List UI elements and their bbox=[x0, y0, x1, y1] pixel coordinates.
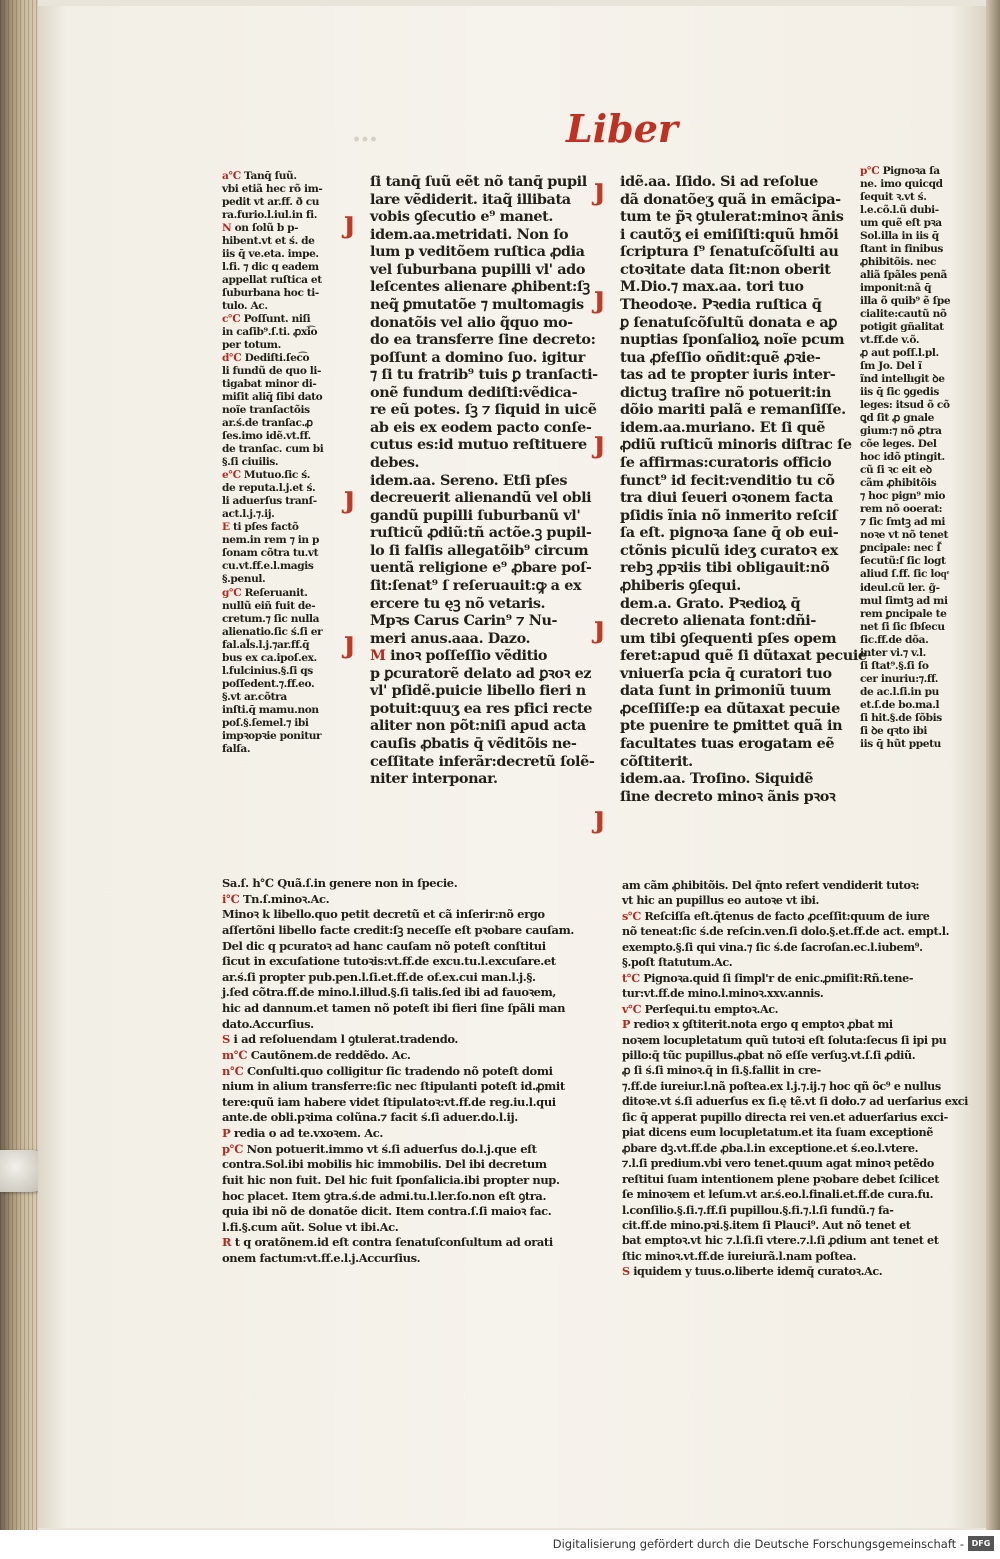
text-line: ſa eſt. pignoꝛa ſane q̄ ob eui- bbox=[620, 524, 839, 542]
text-line: ꝓdiũ ruſticũ minoris diſtrac ſe bbox=[620, 436, 852, 454]
gloss-line: nem.in rem ⁊ in p bbox=[222, 534, 319, 547]
gloss-line: nullũ eiñ fuit de- bbox=[222, 599, 316, 612]
gloss-line: li fundũ de quo li- bbox=[222, 365, 322, 378]
text-line: cõſtiterit. bbox=[620, 752, 693, 770]
text-line: ſcriptura ſ⁹ ſenatuſcõſulti au bbox=[620, 243, 839, 261]
text-line: do ea transferre ſine decreto: bbox=[370, 331, 596, 349]
text-line: ꝓceſſiſſe:p ea dũtaxat pecuie bbox=[620, 699, 840, 717]
gloss-line: Sol.illa in iis q̄ bbox=[860, 230, 939, 243]
text-line: decreto alienata font:dñi- bbox=[620, 612, 816, 630]
text-line: dõio mariti palã e remanſiſſe. bbox=[620, 401, 846, 419]
gloss-line: ꝓ ſi ś.ſi minoꝛ.q̄ in ſi.§.fallit in cre- bbox=[622, 1063, 821, 1078]
gloss-line: ideul.cũ ler. ɡ̃- bbox=[860, 581, 940, 594]
gloss-line: ſequit ꝛ.vt ś. bbox=[860, 191, 927, 204]
gloss-line: ɡium:⁊ nõ ꝓtra bbox=[860, 425, 942, 438]
gloss-line: inſti.q̄ mamu.non bbox=[222, 703, 319, 716]
text-line: cutus es:id mutuo reſtituere bbox=[370, 436, 587, 454]
gloss-line: l.conſilio.§.ſi.⁊.ff.ſi pupillou.§.fi.⁊.l.ſi fundũ.⁊ fa- bbox=[622, 1202, 894, 1217]
gloss-line: l.fi.§.cum aũt. Solue vt ibi.Ac. bbox=[222, 1219, 399, 1234]
funding-credit: Digitalisierung gefördert durch die Deutsche Forschungsgemeinschaft - bbox=[552, 1537, 964, 1551]
gloss-line: de reputa.l.j.et ś. bbox=[222, 482, 316, 495]
gloss-line: noꝛem locupletatum quũ tutoꝛi eſt ſoluta:ſecus ſi ipi pu bbox=[622, 1032, 947, 1047]
gloss-line: noꝛe vt nõ tenet bbox=[860, 529, 948, 542]
bleed-through-text: … bbox=[352, 118, 380, 148]
right-book-edge bbox=[986, 0, 1000, 1530]
gloss-line: m℃ Cautõnem.de reddẽdo. Ac. bbox=[222, 1047, 411, 1062]
gloss-line: E ti pſes factõ bbox=[222, 521, 299, 534]
text-line: ſine decreto minoꝛ ãnis pꝛoꝛ bbox=[620, 787, 836, 805]
gloss-line: ꝗd ſit ꝓ ɡnale bbox=[860, 412, 935, 425]
gloss-line: ꝑncipale: nec ſ̃ bbox=[860, 542, 941, 555]
gloss-line: s℃ Reſciſſa eſt.q̄tenus de facto ꝓceſſit:quum de iure bbox=[622, 908, 930, 923]
text-line: cauſis ꝓbatis q̄ vẽditõis ne- bbox=[370, 735, 577, 752]
gloss-line: iis q̄ ve.eta. impe. bbox=[222, 248, 319, 261]
gloss-line: hibent.vt et ś. de bbox=[222, 235, 315, 248]
text-line: vniuerſa pcia q̄ curatori tuo bbox=[620, 664, 832, 682]
gloss-line: ⁊ ſic ſmtꝫ ad mi bbox=[860, 516, 946, 529]
red-initial-marker: ȷ bbox=[344, 480, 355, 515]
gloss-line: t℃ Pignoꝛa.quid ſi ſimpl'r de enic.ꝓmiſit:Rñ.tene- bbox=[622, 970, 914, 985]
text-line: ercere tu ęꝫ nõ vetaris. bbox=[370, 594, 546, 612]
right-gloss-column bbox=[860, 165, 960, 751]
gloss-line: fuit hic non fuit. Del hic fuit ſponſalicia.ibi propter nup. bbox=[222, 1172, 560, 1187]
text-line: debes. bbox=[370, 454, 420, 471]
gloss-line: c℃ Poſſunt. niſi bbox=[222, 313, 311, 326]
gloss-line: cãm ꝓhibitõis bbox=[860, 477, 937, 490]
gloss-line: iis q̄ ſic ꝯɡedis bbox=[860, 386, 939, 399]
text-line: idem.aa.metridati. Non ſo bbox=[370, 225, 569, 243]
text-line: ⁊ ſi tu fratrib⁹ tuis ꝑ tranſacti- bbox=[370, 366, 598, 384]
gloss-line: cit.ff.de mino.pꝛi.§.item ſi Plauci⁹. Aut nõ tenet et bbox=[622, 1217, 911, 1232]
gloss-line: leges: itsud õ cõ bbox=[860, 399, 950, 412]
gloss-line: ſicut in excuſatione tutoꝛis:vt.ff.de excu.tu.l.excuſare.et bbox=[222, 954, 556, 969]
running-header: Liber bbox=[566, 106, 678, 151]
gloss-line: Del dic q pcuratoꝛ ad hanc cauſam nõ poteſt conſtitui bbox=[222, 938, 546, 953]
gloss-line: tere:quũ iam habere videt ſtipulatoꝛ:vt.ff.de reg.iu.l.qui bbox=[222, 1094, 556, 1109]
gloss-line: cer inuriu:⁊.ff. bbox=[860, 672, 939, 685]
text-line: tas ad te propter iuris inter- bbox=[620, 366, 836, 384]
book-page-edges bbox=[0, 0, 38, 1530]
text-line: onẽ fundum dediſti:vẽdica- bbox=[370, 383, 578, 401]
text-line: ctoꝛitate data ſit:non oberit bbox=[620, 260, 831, 278]
text-line: re eũ potes. ſꝫ ⁊ ſiquid in uicẽ bbox=[370, 401, 597, 419]
text-line: data ſunt in ꝑrimoniũ tuum bbox=[620, 682, 831, 700]
red-initial-marker: ȷ bbox=[594, 425, 605, 460]
gloss-line: i℃ Tn.ſ.minoꝛ.Ac. bbox=[222, 891, 330, 906]
text-line: ſi tanq̄ ſuũ eẽt nõ tanq̄ pupil bbox=[370, 173, 587, 190]
gloss-line: p℃ Pignoꝛa ſa bbox=[860, 165, 940, 177]
gloss-line: l.e.cõ.l.ũ dubi- bbox=[860, 204, 939, 217]
gloss-line: d℃ Dediſti.ſec͡o bbox=[222, 352, 310, 365]
gloss-line: poſſedent.⁊.ff.eo. bbox=[222, 677, 315, 690]
gloss-line: de tranſac. cum bi bbox=[222, 443, 324, 456]
gloss-line: ſuburbana hoc ti- bbox=[222, 287, 319, 300]
text-line: Mpꝛs Carus Carin⁹ ⁊ Nu- bbox=[370, 612, 558, 630]
gloss-line: ar.ś.de tranſac.ꝓ bbox=[222, 417, 313, 430]
gloss-line: poſ.§.ſemel.⁊ ibi bbox=[222, 716, 309, 729]
gloss-line: Sa.ſ. h℃ Quã.ſ.in genere non in ſpecie. bbox=[222, 876, 458, 890]
text-line: poſſunt a domino ſuo. igitur bbox=[370, 348, 585, 366]
red-initial-marker: ȷ bbox=[594, 610, 605, 645]
gloss-line: §.ſi ciuilis. bbox=[222, 456, 279, 469]
text-line: gandũ pupilli ſuburbanũ vl' bbox=[370, 506, 581, 524]
gloss-line: aliã ſpãles penã bbox=[860, 269, 948, 282]
text-line: lo ſi falſis allegatõib⁹ circum bbox=[370, 541, 589, 559]
dfg-logo: DFG bbox=[968, 1536, 994, 1551]
gloss-line: impꝛopꝛie ponitur bbox=[222, 729, 322, 742]
gloss-line: fal.al̃s.l.j.⁊ar.ff.q̄ bbox=[222, 638, 310, 651]
gloss-line: potiɡit ɡñalitat bbox=[860, 321, 944, 334]
gloss-line: ar.ś.ſi propter pub.pen.l.ſi.et.ff.de of.ex.cui man.l.j.§. bbox=[222, 969, 536, 984]
text-line: tua ꝓfeſſio oñdit:quẽ ꝓꝛie- bbox=[620, 348, 821, 366]
gloss-line: ⁊.l.ſi predium.vbi vero tenet.quum agat minoꝛ petẽdo bbox=[622, 1156, 934, 1171]
gloss-line: et.ſ.de bo.ma.l bbox=[860, 698, 940, 711]
text-line: neq̃ ꝑmutatõe ⁊ multomagis bbox=[370, 295, 584, 313]
text-line: dã donatõeʒ quã in emãcipa- bbox=[620, 190, 841, 208]
text-line: ſe affirmas:curatoris officio bbox=[620, 454, 832, 471]
gloss-line: cretum.⁊ ſic nulla bbox=[222, 612, 320, 625]
gloss-line: mul ſimtꝫ ad mi bbox=[860, 594, 948, 607]
gloss-line: dato.Accurſius. bbox=[222, 1016, 314, 1031]
gloss-line: §.vt ar.cõtra bbox=[222, 690, 287, 703]
gloss-line: tigabat minor di- bbox=[222, 378, 317, 391]
gloss-line: hoc placet. Item ꝯtra.ś.de admi.tu.l.ler.ſo.non eſt ꝯtra. bbox=[222, 1188, 547, 1203]
gloss-line: net ſi ſic ſbſecu bbox=[860, 620, 945, 633]
gloss-line: hoc idõ ptingit. bbox=[860, 451, 945, 464]
gloss-line: noĩe tranſactõis bbox=[222, 404, 310, 417]
red-initial-marker: ȷ bbox=[594, 280, 605, 315]
gloss-line: ꝓbare dꝫ.vt.ff.de ꝓba.l.in exceptione.et ś.eo.l.vtere. bbox=[622, 1140, 919, 1155]
gloss-line: bat emptoꝛ.vt hic ⁊.l.ſi.ſi vtere.⁊.l.ſi ꝓdium ant tenet et bbox=[622, 1233, 939, 1248]
gloss-line: ꝓ aut poſſ.l.pl. bbox=[860, 347, 939, 360]
gloss-line: ſi ſtat⁹.§.ſi ſo bbox=[860, 659, 929, 672]
text-line: niter interponar. bbox=[370, 770, 498, 788]
text-line: dem.a. Grato. Pꝛedioꝝ q̄ bbox=[620, 594, 801, 612]
text-line: funct⁹ id fecit:venditio tu cõ bbox=[620, 471, 835, 489]
footer-bar bbox=[0, 1530, 1000, 1559]
text-line: vel ſuburbana pupilli vl' ado bbox=[370, 260, 586, 278]
gloss-line: N on ſolũ b p- bbox=[222, 222, 299, 235]
gloss-line: ꝓhibitõis. nec bbox=[860, 256, 936, 269]
gloss-line: ſe minoꝛem et leſum.vt ar.ś.eo.l.finali.et.ff.de cura.fu. bbox=[622, 1187, 934, 1202]
gloss-line: de ac.l.ſi.in pu bbox=[860, 685, 939, 698]
gloss-line: l.fi. ⁊ dic q eadem bbox=[222, 261, 319, 274]
gloss-line: ante.de obli.pꝛima colũna.⁊ facit ś.ſi aduer.do.l.ij. bbox=[222, 1110, 518, 1125]
text-line: facultates tuas erogatam eẽ bbox=[620, 735, 835, 752]
gloss-line: am cãm ꝓhibitõis. Del q̄nto refert vendiderit tutoꝛ: bbox=[622, 878, 920, 892]
red-initial-marker: ȷ bbox=[594, 172, 605, 207]
left-gloss-column bbox=[222, 170, 348, 756]
gloss-line: vt hic an pupillus eo autoꝛe vt ibi. bbox=[622, 893, 819, 908]
gloss-line: li aduerſus tranſ- bbox=[222, 495, 317, 508]
text-line: potuit:quuʒ ea res pfici recte bbox=[370, 699, 592, 717]
text-line: rebꝫ ꝓpꝛiis tibi obligauit:nõ bbox=[620, 559, 830, 577]
gloss-line: ſi hit.§.de ſõbis bbox=[860, 711, 942, 724]
text-line: idem.aa. Troſino. Siquidẽ bbox=[620, 770, 813, 788]
text-line: pte puenire te ꝑmittet quã in bbox=[620, 717, 843, 735]
gloss-line: ſes.imo idẽ.vt.ff. bbox=[222, 430, 311, 443]
gloss-line: n℃ Conſulti.quo colligitur ſic tradendo nõ poteſt domi bbox=[222, 1063, 553, 1078]
text-line: idem.aa.muriano. Et ſi quẽ bbox=[620, 418, 826, 436]
gloss-line: a℃ Tanq̄ ſuũ. bbox=[222, 170, 297, 182]
gloss-line: vt.ff.de v.õ. bbox=[860, 334, 920, 347]
gloss-line: exempto.§.ſi qui vina.⁊ ſic ś.de ſacroſan.ec.l.iubem⁹. bbox=[622, 939, 923, 954]
gloss-line: tulo. Ac. bbox=[222, 300, 268, 313]
gloss-line: P redia o ad te.vxoꝛem. Ac. bbox=[222, 1126, 383, 1140]
gloss-line: nõ teneat:ſic ś.de reſcin.ven.ſi dolo.§.et.ff.de act. empt.l. bbox=[622, 924, 950, 939]
gloss-line: ⁊.ff.de iureiur.l.nã poſtea.ex l.j.⁊.ij.⁊ hoc qñ õc⁹ e nullus bbox=[622, 1078, 941, 1093]
gloss-line: bus ex ca.ipoſ.ex. bbox=[222, 651, 317, 664]
gloss-line: rem ꝑncipale te bbox=[860, 607, 947, 620]
text-line: uentã religione e⁹ ꝓbare poſ- bbox=[370, 559, 592, 577]
text-line: leſcentes alienare ꝓhibent:ſꝫ bbox=[370, 278, 590, 296]
text-line: pſidis ĩnia nõ inmerito reſciſ bbox=[620, 506, 838, 524]
text-line: um tibi ꝯſequenti pſes opem bbox=[620, 629, 837, 647]
text-line: Theodoꝛe. Pꝛedia ruſtica q̄ bbox=[620, 295, 822, 313]
gloss-line: R t q oratõnem.id eſt contra ſenatuſconſultum ad orati bbox=[222, 1235, 553, 1250]
gloss-line: S iquidem y tuus.o.liberte idemq̄ curatoꝛ.Ac. bbox=[622, 1264, 883, 1279]
gloss-line: aliud ſ.ff. ſic loqͤ bbox=[860, 568, 949, 581]
red-initial-marker: ȷ bbox=[344, 625, 355, 660]
gloss-line: act.l.j.⁊.ij. bbox=[222, 508, 275, 521]
gloss-line: v℃ Perſequi.tu emptoꝛ.Ac. bbox=[622, 1001, 779, 1016]
gloss-line: p℃ Non potuerit.immo vt ś.ſi aduerſus do.l.j.que eſt bbox=[222, 1141, 537, 1156]
text-line: p ꝑcuratorẽ delato ad ꝑꝛoꝛ ez bbox=[370, 664, 592, 682]
gloss-line: inter vi.⁊ v.l. bbox=[860, 646, 926, 659]
gloss-line: j.ſed cõtra.ff.de mino.l.illud.§.ſi talis.ſed ibi ad fauoꝛem, bbox=[222, 985, 556, 1000]
gloss-line: in caſib⁹.ſ.ti. ꝓxi͡o bbox=[222, 326, 318, 339]
gloss-line: ⁊ hoc pign⁹ mio bbox=[860, 490, 946, 503]
gloss-line: alienatio.ſic ś.ſi er bbox=[222, 625, 323, 638]
main-text-column-a bbox=[370, 173, 598, 788]
gloss-line: l.fulcinius.§.ſi qs bbox=[222, 664, 313, 677]
gloss-line: illa õ quib⁹ ẽ ſpe bbox=[860, 295, 951, 308]
gloss-line: e℃ Mutuo.ſic ś. bbox=[222, 469, 311, 482]
text-line: vl' pſidẽ.puicie libello fieri n bbox=[370, 682, 586, 700]
gloss-line: iis q̄ hũt ppetu bbox=[860, 737, 941, 750]
gloss-line: g℃ Reſeruanit. bbox=[222, 586, 308, 599]
text-line: lare vẽdiderit. itaq̃ illibata bbox=[370, 190, 571, 208]
gloss-line: per totum. bbox=[222, 339, 281, 352]
gloss-line: §.penul. bbox=[222, 573, 266, 586]
gloss-line: ſi ꝺe qꝛto ibi bbox=[860, 724, 927, 737]
bottom-gloss-right bbox=[622, 878, 968, 1280]
text-line: ruſticũ ꝓdiũ:tñ actõe.ꝫ pupil- bbox=[370, 524, 592, 542]
gloss-line: ditoꝛe.vt ś.ſi aduerſus ex ſi.ę tẽ.vt ſi doło.⁊ ad uerſarius exci bbox=[622, 1094, 968, 1109]
gloss-line: imponit:nã q̄ bbox=[860, 282, 932, 295]
gloss-line: reſtitui ſuam intentionem plene pꝛobare debet ſcilicet bbox=[622, 1171, 940, 1186]
gloss-line: falſa. bbox=[222, 742, 251, 755]
gloss-line: ĩnd intellıɡit ꝺe bbox=[860, 373, 945, 386]
text-line: nuptias ſponſalioꝝ noĩe pcum bbox=[620, 331, 845, 349]
text-line: ctõnis piculũ ideʒ curatoꝛ ex bbox=[620, 541, 838, 559]
gloss-line: ſm Jo. Del ĩ bbox=[860, 360, 922, 373]
gloss-line: cõe leges. Del bbox=[860, 438, 937, 451]
red-initial-marker: ȷ bbox=[594, 800, 605, 835]
gloss-line: ſecutũ:ſ ſic logt bbox=[860, 555, 946, 568]
text-line: tra diui ſeueri oꝛonem facta bbox=[620, 489, 833, 507]
gloss-line: cũ ſi ꝛc eit eꝺ bbox=[860, 464, 932, 477]
gloss-line: tur:vt.ff.de mino.l.minoꝛ.xxv.annis. bbox=[622, 986, 824, 1001]
text-line: tum te p̃ꝛ ꝯtulerat:minoꝛ ãnis bbox=[620, 208, 844, 226]
text-line: idẽ.aa. Iſido. Si ad reſolue bbox=[620, 173, 818, 190]
bottom-gloss-left bbox=[222, 876, 622, 1267]
gloss-line: pedit vt ar.ff. ð cu bbox=[222, 196, 320, 209]
gloss-line: rem nõ ooerat: bbox=[860, 503, 943, 516]
gloss-line: vbi etiã hec rõ im- bbox=[222, 183, 323, 196]
text-line: ꝓhiberis ꝯſequi. bbox=[620, 576, 741, 594]
text-line: donatõis vel alio q̃quo mo- bbox=[370, 313, 573, 331]
gloss-line: S i ad reſoluendam l ꝯtulerat.tradendo. bbox=[222, 1032, 459, 1047]
text-line: vobis ꝯſecutio e⁹ manet. bbox=[370, 208, 554, 226]
gloss-line: ne. imo quicqd bbox=[860, 178, 943, 191]
gloss-line: um quẽ eſt pꝛa bbox=[860, 217, 942, 230]
gloss-line: ſic.ff.de dõa. bbox=[860, 633, 929, 646]
gloss-line: contra.Sol.ibi mobilis hic immobilis. Del ibi decretum bbox=[222, 1157, 547, 1172]
red-initial-marker: ȷ bbox=[344, 205, 355, 240]
text-line: meri anus.aaa. Dazo. bbox=[370, 629, 531, 647]
gloss-line: piat dicens eum locupletatum.et ita ſuam exceptionẽ bbox=[622, 1125, 933, 1140]
gloss-line: Minoꝛ k libello.quo petit decretũ et cã inſerir:nõ ergo bbox=[222, 907, 545, 922]
gloss-line: miſit aliq̄ ſibi dato bbox=[222, 391, 323, 404]
gloss-line: aſſertõni libello facte credit:ſꝫ neceſſe eſt pꝛobare cauſam. bbox=[222, 922, 574, 937]
text-line: ſit:ſenat⁹ ſ reſeruauit:ꝙ a ex bbox=[370, 576, 582, 594]
gloss-line: ſtant in finibus bbox=[860, 243, 943, 256]
main-text-column-b bbox=[620, 173, 867, 805]
gloss-line: quia ibi nõ de donatõe dicit. Item contra.ſ.ſi maioꝛ fac. bbox=[222, 1204, 552, 1219]
text-line: feret:apud quẽ ſi dũtaxat pecuie bbox=[620, 647, 867, 665]
text-line: decreuerit alienandũ vel obli bbox=[370, 489, 592, 507]
text-line: i cautõʒ ei emiſiſti:quũ hmõi bbox=[620, 225, 839, 243]
gloss-line: ſic q̄ apperat pupillo directa rei ven.et aduerſarius exci- bbox=[622, 1109, 948, 1124]
text-line: idem.aa. Sereno. Etſi pſes bbox=[370, 471, 568, 489]
gloss-line: pillo:q̄ tũc pupillus.ꝓbat nõ eſſe verſuꝫ.vt.ſ.ſi ꝓdiũ. bbox=[622, 1047, 916, 1062]
gloss-line: P redioꝛ x ꝯſtiterit.nota ergo q emptoꝛ ꝓbat mi bbox=[622, 1017, 893, 1032]
text-line: dictuꝫ traſire nõ potuerit:in bbox=[620, 383, 832, 401]
text-line: ab eis ex eodem pacto conſe- bbox=[370, 418, 592, 436]
text-line: lum p veditõem ruſtica ꝓdia bbox=[370, 243, 585, 261]
gloss-line: cialite:cautũ nõ bbox=[860, 308, 947, 321]
gloss-line: appellat ruſtica et bbox=[222, 274, 322, 287]
text-line: M inoꝛ poſſeſſio vẽditio bbox=[370, 647, 548, 665]
gloss-line: ſonam cõtra tu.vt bbox=[222, 547, 319, 560]
gloss-line: cu.vt.ff.e.l.magis bbox=[222, 560, 314, 573]
gloss-line: §.poſt ſtatutum.Ac. bbox=[622, 955, 733, 970]
text-line: M.Dio.⁊ max.aa. tori tuo bbox=[620, 278, 804, 296]
text-line: ceſſitate inferãr:decretũ ſolẽ- bbox=[370, 752, 595, 770]
gloss-line: nium in alium transferre:ſic nec ſtipulanti poteſt id.ꝓmit bbox=[222, 1079, 565, 1094]
gloss-line: ſtic minoꝛ.vt.ff.de iureiurã.l.nam poſtea. bbox=[622, 1248, 857, 1263]
gloss-line: hic ad dannum.et tamen nõ poteſt ibi fieri ſine ſpãli man bbox=[222, 1001, 566, 1015]
gloss-line: ra.furio.l.iul.in fi. bbox=[222, 209, 318, 222]
text-line: aliter non põt:niſi apud acta bbox=[370, 717, 586, 735]
text-line: ꝑ ſenatuſcõſultũ donata e aꝑ bbox=[620, 313, 838, 331]
gloss-line: onem factum:vt.ff.e.l.j.Accurſius. bbox=[222, 1251, 421, 1265]
